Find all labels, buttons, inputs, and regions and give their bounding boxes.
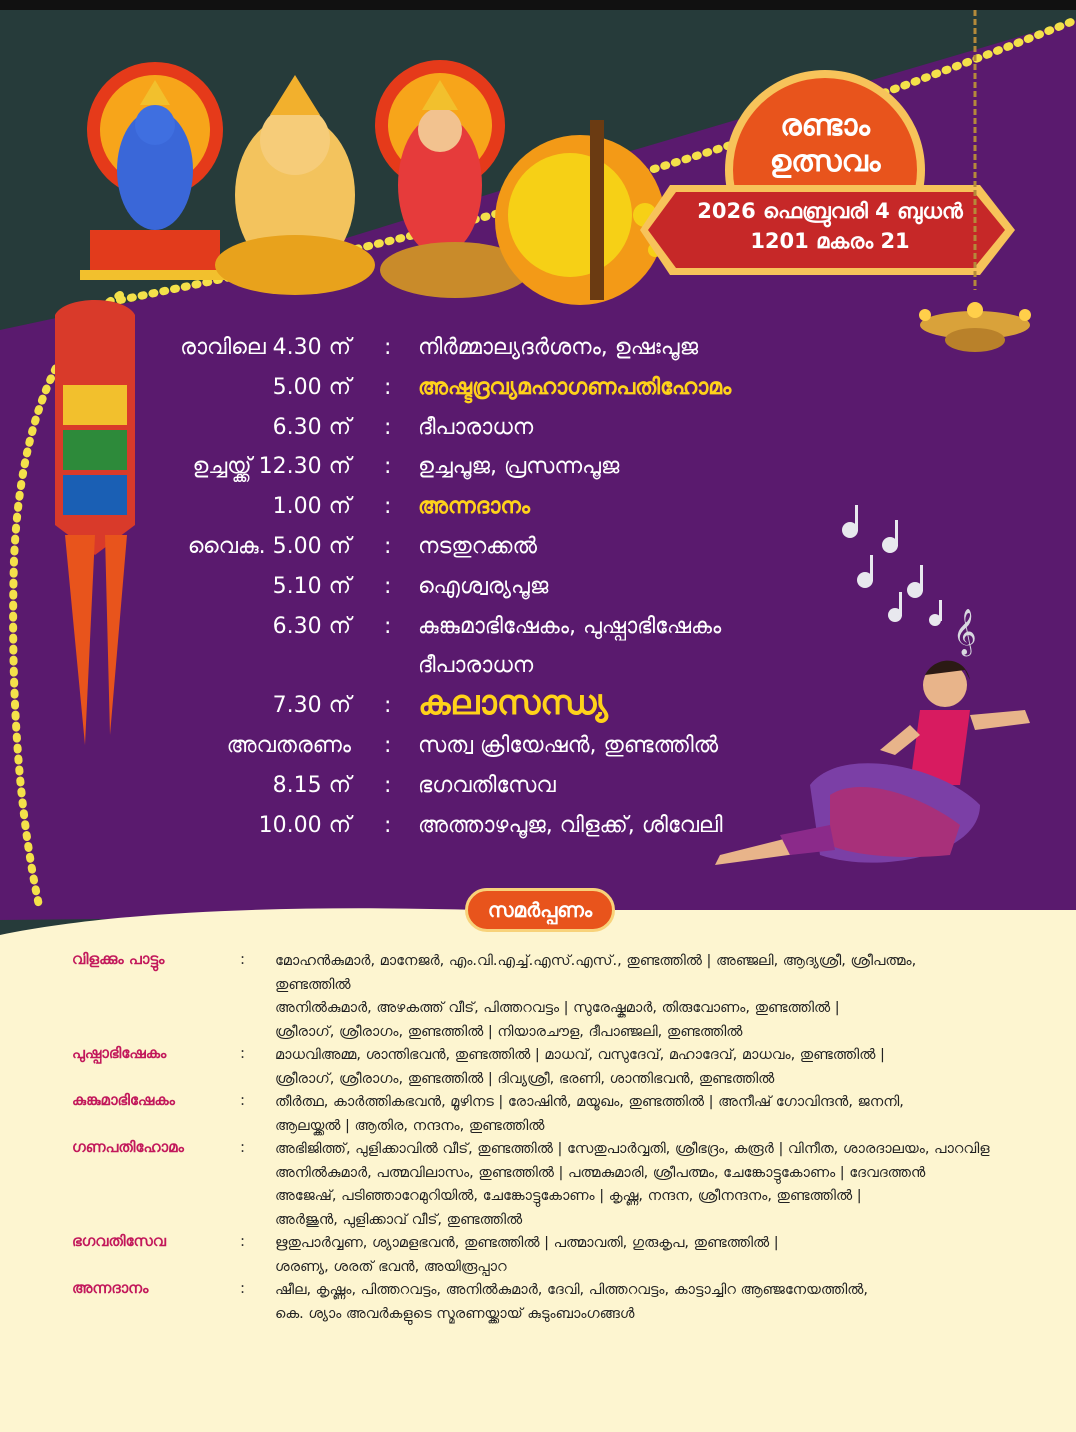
- dedication-names: [275, 1044, 1055, 1091]
- dedication-line: ഷീല, കൃഷ്ണം, പിത്തറവട്ടം, അനിൽകുമാർ, ദേവി, പിത്തറവട്ടം, കാട്ടാച്ചിറ ആഞ്ജനേയത്തിൽ,: [275, 1282, 869, 1298]
- schedule-colon: :: [384, 693, 392, 719]
- dedication-names: [275, 950, 1055, 1044]
- dedication-label: അന്നദാനം: [72, 1279, 149, 1297]
- dedication-heading: സമർപ്പണം: [465, 888, 615, 932]
- schedule-event: അത്താഴപൂജ, വിളക്ക്, ശിവേലി: [418, 812, 723, 838]
- schedule-row: [0, 494, 1076, 534]
- dedication-colon: :: [240, 1279, 246, 1297]
- hanging-lamp: [915, 10, 1045, 360]
- dedication-line: മാധവിഅമ്മ, ശാന്തിഭവൻ, തുണ്ടത്തിൽ | മാധവ്, വസുദേവ്, മഹാദേവ്, മാധവം, തുണ്ടത്തിൽ |: [275, 1047, 885, 1063]
- schedule-row: [0, 733, 1076, 773]
- dedication-line: ഋതുപാർവ്വണ, ശ്യാമളഭവൻ, തുണ്ടത്തിൽ | പത്മാവതി, ഗുരുകൃപ, തുണ്ടത്തിൽ |: [275, 1235, 779, 1251]
- schedule-colon: :: [384, 812, 392, 838]
- schedule-time: 5.10 ന്: [272, 573, 351, 599]
- dedication-line: അനിൽകുമാർ, അഴകത്ത് വീട്, പിത്തറവട്ടം | സുരേഷ്കുമാർ, തിരുവോണം, തുണ്ടത്തിൽ |: [275, 1000, 840, 1016]
- schedule-colon: :: [384, 613, 392, 639]
- dedication-line: കെ. ശ്യാം അവർകളുടെ സ്മരണയ്ക്കായ് കുടുംബാംഗങ്ങൾ: [275, 1305, 635, 1322]
- dedication-colon: :: [240, 1232, 246, 1250]
- schedule-colon: :: [384, 573, 392, 599]
- schedule-row: [0, 534, 1076, 574]
- dedication-label: ഗണപതിഹോമം: [72, 1138, 184, 1156]
- dedication-names: [275, 1091, 1055, 1138]
- schedule-colon: :: [384, 374, 392, 400]
- schedule-event: നടതുറക്കൽ: [418, 534, 537, 559]
- dedication-line: അഭിജിത്ത്, പുളിക്കാവിൽ വീട്, തുണ്ടത്തിൽ | സേതുപാർവ്വതി, ശ്രീഭദ്രം, കരൂർ | വിനീത, ശാരദാലയം, പാറവിള: [275, 1141, 990, 1157]
- schedule-colon: :: [384, 772, 392, 798]
- dedication-label: പുഷ്പാഭിഷേകം: [72, 1044, 167, 1062]
- schedule-row: [0, 574, 1076, 614]
- schedule-time: രാവിലെ 4.30 ന്: [180, 335, 351, 360]
- svg-text:𝄞: 𝄞: [953, 609, 977, 655]
- title-line-1: രണ്ടാം: [780, 108, 870, 143]
- dedication-names: [275, 1279, 1055, 1326]
- dedication-label: വിളക്കും പാട്ടും: [72, 950, 165, 968]
- schedule-colon: :: [384, 534, 392, 559]
- deities-illustration: [70, 55, 540, 305]
- schedule-event: ഐശ്വര്യപൂജ: [418, 573, 549, 599]
- dedication-names: [275, 1232, 1055, 1279]
- schedule-time: വൈകു. 5.00 ന്: [187, 534, 351, 559]
- schedule-time: ഉച്ചയ്ക്ക് 12.30 ന്: [192, 454, 351, 480]
- schedule-row: [0, 335, 1076, 375]
- dedication-line: ശ്രീരാഗ്, ശ്രീരാഗം, തുണ്ടത്തിൽ | ദിവ്യശ്രീ, ഭരണി, ശാന്തിഭവൻ, തുണ്ടത്തിൽ: [275, 1070, 775, 1087]
- schedule-time: 7.30 ന്: [272, 693, 351, 719]
- schedule-event: ഉച്ചപൂജ, പ്രസന്നപൂജ: [418, 454, 620, 480]
- festival-title: [745, 108, 905, 180]
- schedule-time: 6.30 ന്: [272, 414, 351, 440]
- dedication-line: ശരണ്യ, ശരത് ഭവൻ, അയിരൂപ്പാറ: [275, 1258, 507, 1275]
- schedule-event: അഷ്ടദ്രവ്യമഹാഗണപതിഹോമം: [418, 374, 732, 400]
- schedule-colon: :: [384, 494, 392, 520]
- schedule-event: കുങ്കുമാഭിഷേകം, പുഷ്പാഭിഷേകം: [418, 613, 722, 639]
- schedule-row: [0, 454, 1076, 494]
- date-gregorian: 2026 ഫെബ്രുവരി 4 ബുധൻ: [697, 199, 963, 223]
- schedule-row: [0, 415, 1076, 455]
- schedule-event: ദീപാരാധന: [418, 414, 534, 440]
- title-line-2: ഉത്സവം: [769, 144, 881, 179]
- schedule-event: അന്നദാനം: [418, 494, 531, 520]
- dedication-line: അർജുൻ, പുളിക്കാവ് വീട്, തുണ്ടത്തിൽ: [275, 1211, 523, 1228]
- dedication-line: ശ്രീരാഗ്, ശ്രീരാഗം, തുണ്ടത്തിൽ | നിയാരചൗള, ദീപാഞ്ജലി, തുണ്ടത്തിൽ: [275, 1023, 743, 1040]
- dedication-line: അനിൽകുമാർ, പത്മവിലാസം, തുണ്ടത്തിൽ | പത്മകുമാരി, ശ്രീപത്മം, ചേങ്കോട്ടുകോണം | ദേവദത്തൻ: [275, 1164, 926, 1181]
- schedule-event: നിർമ്മാല്യദർശനം, ഉഷഃപൂജ: [418, 335, 699, 360]
- dedication-label: ഭഗവതിസേവ: [72, 1232, 166, 1250]
- dedication-colon: :: [240, 950, 246, 968]
- schedule-time: അവതരണം: [226, 733, 351, 758]
- dedication-line: ആലയ്ക്കൽ | ആതിര, നന്ദനം, തുണ്ടത്തിൽ: [275, 1117, 545, 1134]
- dedication-line: അജേഷ്, പടിഞ്ഞാറേമുറിയിൽ, ചേങ്കോട്ടുകോണം | കൃഷ്ണ, നന്ദന, ശ്രീനന്ദനം, തുണ്ടത്തിൽ |: [275, 1188, 862, 1204]
- schedule-event: ദീപാരാധന: [418, 653, 534, 679]
- schedule-time: 8.15 ന്: [272, 772, 351, 798]
- schedule-time: 10.00 ന്: [258, 812, 351, 838]
- schedule-row: [0, 614, 1076, 654]
- dedication-label: കുങ്കുമാഭിഷേകം: [72, 1091, 175, 1109]
- schedule-row: [0, 375, 1076, 415]
- schedule-row: [0, 813, 1076, 853]
- dedication-names: [275, 1138, 1055, 1232]
- schedule-row: [0, 683, 1076, 733]
- schedule-colon: :: [384, 335, 392, 360]
- schedule-event: സത്വ ക്രിയേഷൻ, തുണ്ടത്തിൽ: [418, 733, 719, 758]
- dedication-line: മോഹൻകുമാർ, മാനേജർ, എം.വി.എച്ച്.എസ്.എസ്., തുണ്ടത്തിൽ | അഞ്ജലി, ആദ്യശ്രീ, ശ്രീപത്മം,: [275, 953, 917, 969]
- date-malayalam: 1201 മകരം 21: [750, 229, 910, 253]
- schedule-row: [0, 773, 1076, 813]
- dedication-line: തുണ്ടത്തിൽ: [275, 976, 351, 993]
- schedule-colon: :: [384, 733, 392, 758]
- dedication-colon: :: [240, 1091, 246, 1109]
- schedule-time: 1.00 ന്: [272, 494, 351, 520]
- schedule-event: കലാസന്ധ്യ: [418, 683, 608, 724]
- dedication-colon: :: [240, 1044, 246, 1062]
- schedule-colon: :: [384, 454, 392, 480]
- dedication-colon: :: [240, 1138, 246, 1156]
- schedule-time: 6.30 ന്: [272, 613, 351, 639]
- schedule-colon: :: [384, 414, 392, 440]
- schedule-time: 5.00 ന്: [272, 374, 351, 400]
- schedule-event: ഭഗവതിസേവ: [418, 772, 556, 798]
- dedication-line: തീർത്ഥ, കാർത്തികഭവൻ, മൂഴിനട | രോഷിൻ, മയൂഖം, തുണ്ടത്തിൽ | അനീഷ് ഗോവിന്ദൻ, ജനനി,: [275, 1094, 904, 1110]
